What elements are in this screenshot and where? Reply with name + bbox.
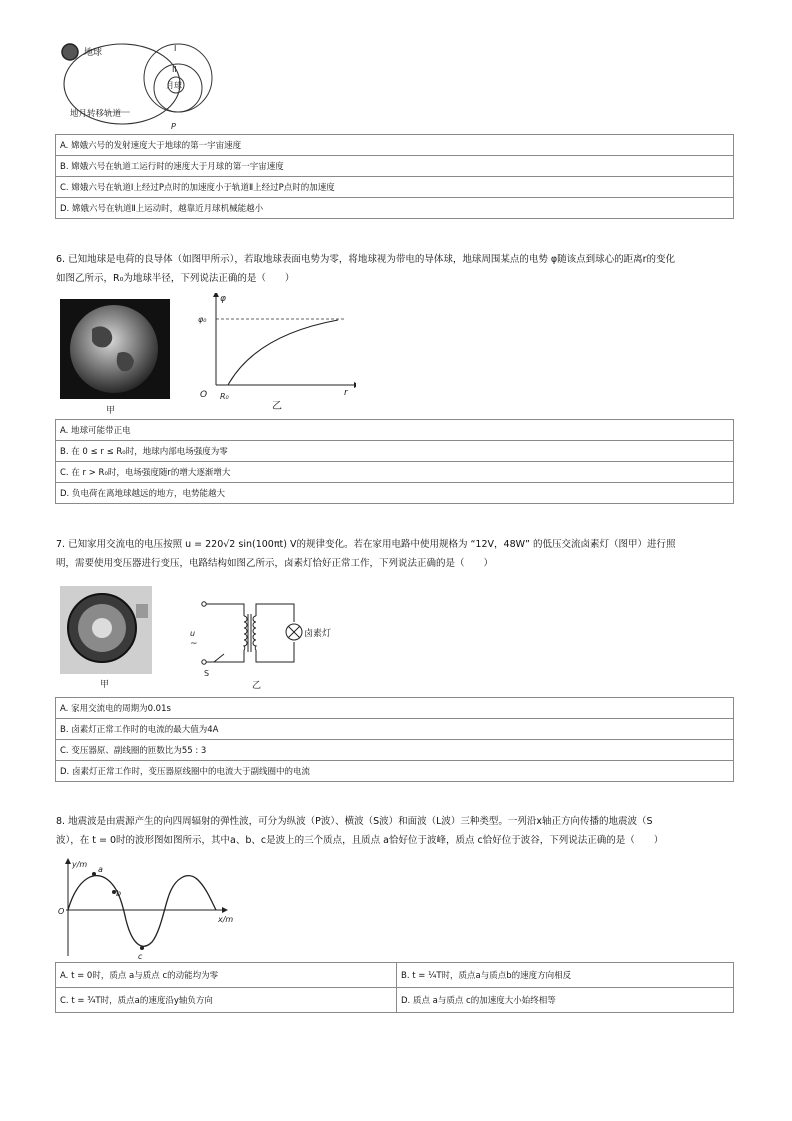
q8-options — [55, 962, 734, 1013]
q8-option-c[interactable]: C. t = ¾T时，质点a的速度沿y轴负方向 — [56, 988, 397, 1013]
q5-option-b[interactable]: B. 嫦娥六号在轨道工运行时的速度大于月球的第一宇宙速度 — [56, 156, 734, 177]
q8-stem — [56, 812, 746, 850]
q7-stem-line-1: 7. 已知家用交流电的电压按照 u = 220√2 sin(100πt) V的规律变化。若在家用电路中使用规格为 “12V，48W” 的低压交流卤素灯（图甲）进行照 — [56, 539, 676, 550]
q7-option-d[interactable]: D. 卤素灯正常工作时，变压器原线圈中的电流大于副线圈中的电流 — [56, 761, 734, 782]
q6-option-a[interactable]: A. 地球可能带正电 — [56, 420, 734, 441]
q5-option-d[interactable]: D. 嫦娥六号在轨道Ⅱ上运动时，越靠近月球机械能越小 — [56, 198, 734, 219]
svg-text:r: r — [344, 388, 348, 398]
moon-label: 月球 — [166, 81, 182, 90]
q5-option-c[interactable]: C. 嫦娥六号在轨道Ⅰ上经过P点时的加速度小于轨道Ⅱ上经过P点时的加速度 — [56, 177, 734, 198]
svg-text:II: II — [172, 65, 177, 74]
q7-stem — [56, 535, 746, 573]
q6-figure — [56, 293, 356, 415]
svg-text:u: u — [190, 629, 196, 638]
svg-text:φ: φ — [220, 294, 226, 304]
q8-option-b[interactable]: B. t = ¼T时，质点a与质点b的速度方向相反 — [397, 963, 734, 988]
q8-option-a[interactable]: A. t = 0时，质点 a与质点 c的动能均为零 — [56, 963, 397, 988]
q7-label-jia: 甲 — [100, 680, 110, 690]
q8-option-d[interactable]: D. 质点 a与质点 c的加速度大小始终相等 — [397, 988, 734, 1013]
svg-text:x/m: x/m — [218, 915, 234, 924]
point-c-label: c — [138, 952, 143, 960]
q5-orbit-figure — [50, 36, 220, 132]
svg-text:y/m: y/m — [72, 860, 88, 869]
svg-text:I: I — [174, 44, 177, 53]
q7-option-c[interactable]: C. 变压器原、副线圈的匝数比为55 : 3 — [56, 740, 734, 761]
svg-text:O: O — [58, 907, 65, 916]
svg-text:φ₀: φ₀ — [198, 315, 207, 324]
point-b-label: b — [116, 889, 122, 898]
earth-photo-icon — [70, 305, 158, 393]
point-a-label: a — [98, 865, 103, 874]
q7-label-yi: 乙 — [252, 681, 262, 691]
transfer-orbit-label: 地月转移轨道 — [70, 109, 122, 119]
svg-text:~: ~ — [190, 639, 198, 649]
q6-option-c[interactable]: C. 在 r > R₀时，电场强度随r的增大逐渐增大 — [56, 462, 734, 483]
q6-stem-line-1: 6. 已知地球是电荷的良导体（如图甲所示），若取地球表面电势为零，将地球视为带电的导体球，地球周围某点的电势 φ随该点到球心的距离r的变化 — [56, 254, 676, 265]
q7-option-a[interactable]: A. 家用交流电的周期为0.01s — [56, 698, 734, 719]
earth-label: 地球 — [84, 48, 103, 58]
q6-label-jia: 甲 — [106, 406, 116, 415]
svg-text:R₀: R₀ — [220, 392, 229, 401]
q8-stem-line-1: 8. 地震波是由震源产生的向四周辐射的弹性波，可分为纵波（P波）、横波（S波）和面波（L波）三种类型。一列沿x轴正方向传播的地震波（S — [56, 816, 653, 827]
svg-text:O: O — [200, 390, 208, 400]
svg-text:S: S — [204, 669, 210, 678]
earth-icon — [62, 44, 78, 60]
q6-option-b[interactable]: B. 在 0 ≤ r ≤ R₀时，地球内部电场强度为零 — [56, 441, 734, 462]
q7-figure — [56, 584, 386, 692]
point-p-label: P — [171, 122, 176, 131]
q8-wave-figure — [56, 858, 236, 960]
q6-options — [55, 419, 734, 504]
q6-label-yi: 乙 — [272, 401, 282, 412]
q7-stem-line-2: 明，需要使用变压器进行变压，电路结构如图乙所示，卤素灯恰好正常工作，下列说法正确的是（ ） — [56, 558, 494, 569]
q7-options — [55, 697, 734, 782]
q6-stem-line-2: 如图乙所示，R₀为地球半径，下列说法正确的是（ ） — [56, 273, 295, 284]
lamp-label: 卤素灯 — [304, 629, 332, 639]
q5-options — [55, 134, 734, 219]
q6-option-d[interactable]: D. 负电荷在离地球越远的地方，电势能越大 — [56, 483, 734, 504]
q7-option-b[interactable]: B. 卤素灯正常工作时的电流的最大值为4A — [56, 719, 734, 740]
q8-stem-line-2: 波），在 t = 0时的波形图如图所示，其中a、b、c是波上的三个质点，且质点 a恰好位于波峰，质点 c恰好位于波谷，下列说法正确的是（ ） — [56, 835, 664, 846]
q6-stem — [56, 250, 746, 288]
q5-option-a[interactable]: A. 嫦娥六号的发射速度大于地球的第一宇宙速度 — [56, 135, 734, 156]
